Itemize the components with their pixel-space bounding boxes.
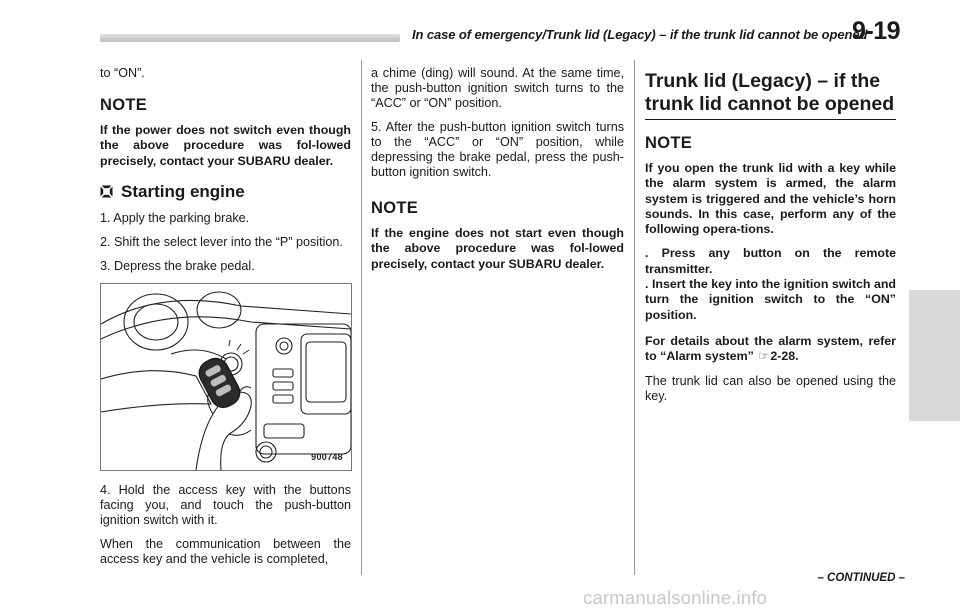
illustration-access-key — [100, 283, 352, 471]
running-header: In case of emergency/Trunk lid (Legacy) – if the trunk lid cannot be opened — [412, 27, 868, 42]
cross-reference-text: For details about the alarm system, refer to “Alarm system” — [645, 333, 896, 364]
bullet-item — [645, 277, 896, 323]
note-body: If the power does not switch even though the above procedure was fol-lowed precisely, contact your SUBARU dealer. — [100, 123, 351, 168]
column-left — [100, 66, 351, 576]
paragraph-chime: a chime (ding) will sound. At the same time, the push-button ignition switch turns to the “ACC” or “ON” position. — [371, 66, 624, 110]
bullet-item — [645, 246, 896, 277]
paragraph-trunk-key: The trunk lid can also be opened using the key. — [645, 373, 896, 403]
page-number: 9-19 — [852, 17, 901, 45]
step-4: 4. Hold the access key with the buttons facing you, and touch the push-button ignition switch with it. — [100, 482, 351, 527]
section-title-line-2: trunk lid cannot be opened — [645, 93, 895, 115]
step-5: 5. After the push-button ignition switch turns to the “ACC” or “ON” position, while depressing the brake pedal, press the push-button ignition switch. — [371, 120, 624, 179]
column-divider — [361, 60, 362, 575]
section-marker-icon — [100, 185, 113, 198]
access-key-drawing — [101, 284, 351, 470]
note-heading: NOTE — [371, 199, 419, 217]
cross-reference-page[interactable]: 2-28. — [770, 349, 799, 364]
step-2: 2. Shift the select lever into the “P” position. — [100, 234, 343, 249]
step-1: 1. Apply the parking brake. — [100, 210, 250, 225]
note-heading: NOTE — [645, 134, 693, 152]
column-middle — [371, 66, 624, 281]
bullet-text: Press any button on the remote transmitter. — [645, 246, 896, 276]
figure-code: 900748 — [311, 451, 343, 462]
column-divider — [634, 60, 635, 575]
column-right — [645, 70, 896, 413]
chapter-thumb-tab — [909, 290, 960, 421]
step-3: 3. Depress the brake pedal. — [100, 258, 255, 273]
note-body: If the engine does not start even though the above procedure was fol-lowed precisely, contact your SUBARU dealer. — [371, 226, 624, 271]
watermark: carmanualsonline.info — [583, 587, 768, 608]
subsection-title: Starting engine — [121, 181, 245, 201]
paragraph-communication: When the communication between the access key and the vehicle is completed, — [100, 536, 351, 566]
section-title-line-1: Trunk lid (Legacy) – if the — [645, 70, 881, 92]
continued-label: – CONTINUED – — [817, 572, 905, 584]
subsection-heading — [100, 182, 351, 202]
bullet-text: Insert the key into the ignition switch and turn the ignition switch to the “ON” position. — [645, 277, 896, 322]
bullet-dot-icon: . — [645, 277, 652, 292]
note-body: If you open the trunk lid with a key while the alarm system is armed, the alarm system is triggered and the vehicle’s horn sounds. In this case, perform any of the following opera-tions. — [645, 161, 896, 237]
bullet-dot-icon: . — [645, 246, 662, 261]
section-title — [645, 70, 896, 120]
continuation-text: to “ON”. — [100, 66, 145, 80]
page-reference-icon: ☞ — [758, 349, 770, 364]
note-heading: NOTE — [100, 96, 148, 114]
cross-reference — [645, 334, 896, 365]
header-decorative-bar — [100, 34, 400, 42]
